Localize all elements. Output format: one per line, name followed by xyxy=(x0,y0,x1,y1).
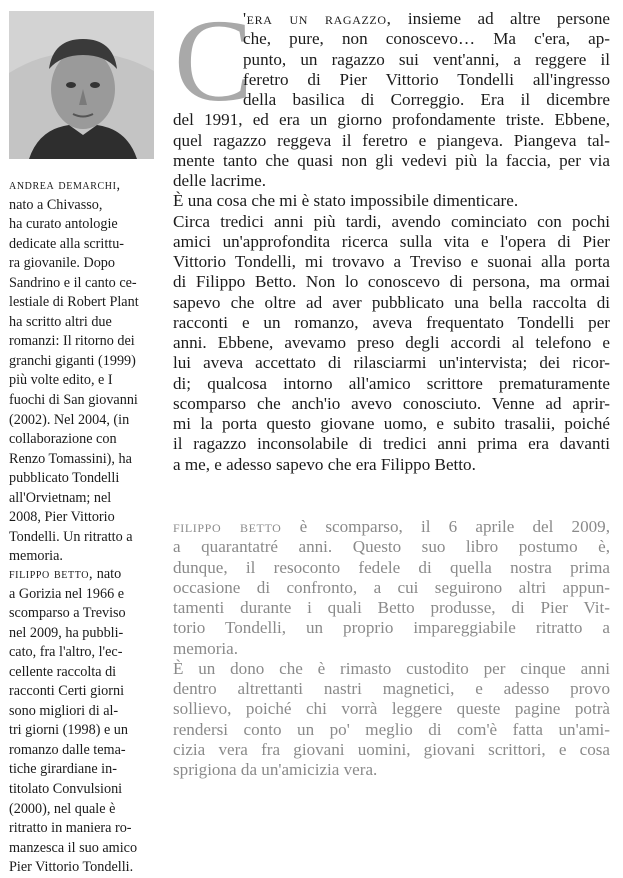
text-line: racconti e un romanzo, aveva frequentato Tondelli per xyxy=(173,312,610,332)
bio-line: granchi giganti (1999) xyxy=(9,352,136,369)
text-line: a me, e adesso sapevo che era Filippo Betto. xyxy=(173,454,476,474)
closing-first-line xyxy=(173,517,610,537)
bio-line: fuochi di San giovanni xyxy=(9,392,138,409)
text-line: rendersi conto un po' meglio di com'è fatta un'ami- xyxy=(173,719,610,739)
text-line: È una cosa che mi è stato impossibile dimenticare. xyxy=(173,191,519,211)
text-line: scomparso che anch'io avevo conosciuto. Venne ad aprir- xyxy=(173,393,610,413)
text-line: memoria. xyxy=(173,638,239,658)
text-line: il ragazzo inconsolabile di tredici anni prima era davanti xyxy=(173,434,610,454)
drop-cap: C xyxy=(174,0,253,126)
text-line: Circa tredici anni più tardi, avendo cominciato con pochi xyxy=(173,211,610,231)
bio-line: Tondelli. Un ritratto a xyxy=(9,528,133,545)
author-portrait xyxy=(9,11,154,159)
bio-name-line xyxy=(9,565,163,585)
text-line: del 1991, ed era un giorno profondamente triste. Ebbene, xyxy=(173,110,610,130)
text-line: dunque, il resoconto fedele di quella nostra prima xyxy=(173,557,610,577)
bio-line: ritratto in maniera ro- xyxy=(9,820,132,837)
text-line: quel ragazzo reggeva il feretro e piangeva. Piangeva tal- xyxy=(173,130,610,150)
bio-line: ha curato antologie xyxy=(9,216,118,233)
text-line: anni. Ebbene, avevamo preso degli accordi al telefono e xyxy=(173,333,610,352)
bio-line: lestiale di Robert Plant xyxy=(9,294,139,311)
text-line: occasione di confronto, a cui seguirono altri appun- xyxy=(173,577,610,597)
opening-line xyxy=(173,9,610,29)
bio-line: tri giorni (1998) e un xyxy=(9,722,128,739)
bio-line: titolato Convulsioni xyxy=(9,781,123,798)
bio-line: racconti Certi giorni xyxy=(9,683,125,700)
intro-paragraph xyxy=(173,9,610,475)
bio-line: nato a Chivasso, xyxy=(9,196,103,213)
text-line: della basilica di Correggio. Era il dicembre xyxy=(243,90,610,109)
bio-line: 2008, Pier Vittorio xyxy=(9,509,115,526)
bio-line: Renzo Tomassini), ha xyxy=(9,450,132,467)
text-line: Vittorio Tondelli, mi trovavo a Treviso e suonai alla porta xyxy=(173,252,610,271)
author-bio-betto xyxy=(9,565,163,878)
bio-line: all'Orvietnam; nel xyxy=(9,489,112,506)
closing-smallcaps: filippo betto xyxy=(173,517,282,536)
bio-line: Pier Vittorio Tondelli. xyxy=(9,859,134,876)
bio-line: collaborazione con xyxy=(9,431,117,448)
text-line: di Filippo Betto. Non lo conoscevo di persona, ma ormai xyxy=(173,272,610,292)
bio-line: (2000), nel quale è xyxy=(9,800,116,817)
bio-line: nel 2009, ha pubbli- xyxy=(9,624,124,641)
closing-paragraph xyxy=(173,517,610,780)
bio-line: tiche girardiane in- xyxy=(9,761,117,778)
text-line: delle lacrime. xyxy=(173,171,267,190)
text-line: torio Tondelli, un proprio impareggiabile ritratto a xyxy=(173,618,610,638)
bio-line: sono migliori di al- xyxy=(9,702,119,719)
text-line: sprigiona da un'amicizia vera. xyxy=(173,760,378,779)
text-line: mi la porta questo giovane uomo, e subito trasalii, poiché xyxy=(173,414,610,433)
bio-line: cellente raccolta di xyxy=(9,663,117,680)
bio-name-line xyxy=(9,176,163,196)
text-line: tamenti durante i quali Betto produsse, di Pier Vit- xyxy=(173,598,610,617)
text-line: cizia vera fra giovani uomini, giovani scrittori, e cosa xyxy=(173,739,610,759)
bio-line: memoria. xyxy=(9,548,63,565)
text-line: sollievo, poiché chi vorrà leggere queste pagine potrà xyxy=(173,699,610,719)
text-line: punto, un ragazzo sui vent'anni, a reggere il xyxy=(243,49,610,69)
text-line: dentro altrettanti nastri magnetici, e adesso provo xyxy=(173,679,610,698)
closing-first-rest: è scomparso, il 6 aprile del 2009, xyxy=(281,517,610,536)
text-line: feretro di Pier Vittorio Tondelli all'ingresso xyxy=(243,69,610,89)
opening-smallcaps: 'era un ragazzo, xyxy=(243,9,392,28)
bio-line: a Gorizia nel 1966 e xyxy=(9,585,125,602)
text-line: amici un'approfondita ricerca sulla vita e l'opera di Pier xyxy=(173,231,610,251)
bio-line: (2002). Nel 2004, (in xyxy=(9,411,130,428)
text-line: a quarantatré anni. Questo suo libro postumo è, xyxy=(173,537,610,557)
bio-line: manzesca il suo amico xyxy=(9,839,138,856)
opening-rest: insieme ad altre persone xyxy=(391,9,610,28)
bio-line: Sandrino e il canto ce- xyxy=(9,274,137,291)
bio-line: cato, fra l'altro, l'ec- xyxy=(9,644,123,661)
bio-name: andrea demarchi, xyxy=(9,177,121,193)
author-bio-demarchi xyxy=(9,176,163,567)
bio-line: scomparso a Treviso xyxy=(9,605,126,622)
portrait-image xyxy=(9,11,154,159)
bio-line: romanzi: Il ritorno dei xyxy=(9,333,135,350)
text-line: di; qualcosa intorno all'amico scrittore prematuramente xyxy=(173,373,610,393)
bio-line: romanzo dalle tema- xyxy=(9,741,126,758)
bio-name: filippo betto, xyxy=(9,566,94,582)
text-line: che, pure, non conoscevo… Ma c'era, ap- xyxy=(243,29,610,49)
text-line: lui aveva accettato di rilasciarmi un'intervista; dei ricor- xyxy=(173,353,610,373)
bio-line: ra giovanile. Dopo xyxy=(9,255,115,272)
text-line: sapevo che oltre ad aver pubblicato una bella raccolta di xyxy=(173,292,610,312)
bio-line: dedicate alla scrittu- xyxy=(9,235,125,252)
bio-line: pubblicato Tondelli xyxy=(9,470,120,487)
text-line: mente tanto che quasi non gli vedevi più la faccia, per via xyxy=(173,150,610,170)
text-line: È un dono che è rimasto custodito per cinque anni xyxy=(173,658,610,678)
bio-line: più volte edito, e I xyxy=(9,372,113,389)
bio-line: ha scritto altri due xyxy=(9,313,112,330)
bio-first-rest: nato xyxy=(93,566,122,582)
